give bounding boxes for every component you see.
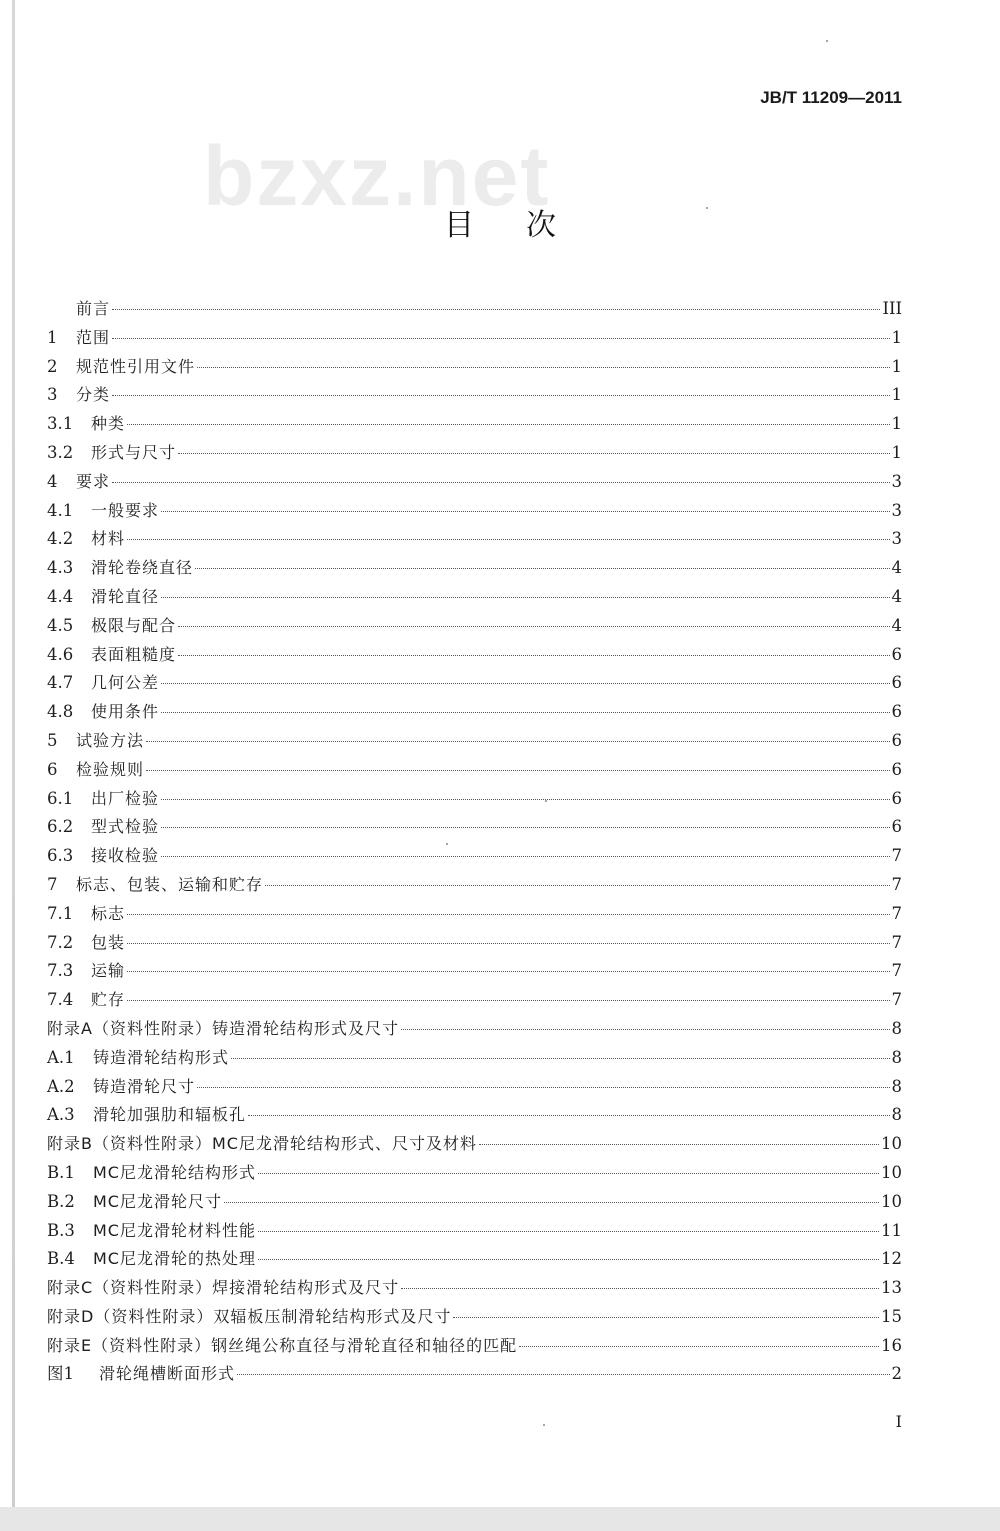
toc-entry-number: 7.2 [47, 932, 74, 952]
page-folio: I [895, 1412, 902, 1431]
toc-entry-page: 6 [891, 673, 902, 693]
toc-entry[interactable] [47, 324, 902, 353]
scan-speck [446, 843, 448, 845]
toc-entry-page: 8 [891, 1076, 902, 1096]
toc-entry-number: A.3 [47, 1105, 75, 1125]
toc-entry-page: 6 [891, 817, 902, 837]
toc-entry-title: 种类 [91, 414, 126, 434]
toc-entry-page: 7 [891, 874, 902, 894]
toc-dot-leader [146, 770, 889, 771]
toc-entry[interactable] [47, 842, 902, 871]
toc-entry-page: 6 [891, 788, 902, 808]
toc-entry[interactable] [47, 669, 902, 698]
toc-entry[interactable] [47, 957, 902, 986]
toc-entry-page: 12 [881, 1249, 902, 1269]
toc-entry-title: 附录E（资料性附录）钢丝绳公称直径与滑轮直径和轴径的匹配 [47, 1335, 518, 1355]
scan-speck [543, 1424, 545, 1426]
toc-entry[interactable] [47, 381, 902, 410]
toc-entry-number: 6.3 [47, 846, 74, 866]
toc-dot-leader [127, 1000, 889, 1001]
toc-dot-leader [127, 424, 889, 425]
toc-entry-title: MC尼龙滑轮结构形式 [93, 1162, 256, 1182]
toc-entry-number: 4.4 [47, 586, 74, 606]
toc-dot-leader [178, 453, 889, 454]
toc-entry[interactable] [47, 813, 902, 842]
toc-entry-page: 10 [881, 1162, 902, 1182]
toc-entry[interactable] [47, 929, 902, 958]
toc-dot-leader [161, 856, 889, 857]
standard-number: JB/T 11209—2011 [760, 88, 902, 107]
toc-entry-page: 11 [881, 1220, 902, 1240]
toc-entry[interactable] [47, 785, 902, 814]
toc-entry-page: 7 [891, 846, 902, 866]
toc-entry-page: 7 [891, 990, 902, 1010]
toc-entry-page: 7 [891, 903, 902, 923]
toc-dot-leader [127, 914, 889, 915]
toc-entry-title: 前言 [76, 299, 111, 318]
toc-dot-leader [258, 1259, 879, 1260]
toc-entry-title: 出厂检验 [91, 788, 160, 808]
toc-entry-title: 分类 [76, 385, 111, 405]
toc-entry-title: 极限与配合 [91, 615, 177, 635]
toc-entry-number: 6.1 [47, 788, 74, 808]
toc-dot-leader [258, 1173, 879, 1174]
toc-entry-page: 2 [891, 1364, 902, 1384]
toc-entry-title: 包装 [91, 932, 126, 952]
toc-dot-leader [161, 597, 889, 598]
toc-entry[interactable] [47, 410, 902, 439]
toc-dot-leader [112, 395, 889, 396]
toc-entry-number: 3 [47, 385, 58, 405]
toc-entry-title: 使用条件 [91, 702, 160, 722]
toc-entry-page: 1 [891, 356, 902, 376]
toc-entry-page: 8 [891, 1047, 902, 1067]
toc-entry-number: 4 [47, 471, 58, 491]
toc-dot-leader [178, 626, 889, 627]
toc-dot-leader [195, 568, 889, 569]
toc-dot-leader [258, 1231, 879, 1232]
toc-entry[interactable] [47, 727, 902, 756]
toc-entry-number: A.1 [47, 1047, 75, 1067]
toc-entry-number: 7.1 [47, 903, 74, 923]
toc-entry-number: 7 [47, 874, 58, 894]
toc-entry-number: 4.3 [47, 558, 74, 578]
toc-dot-leader [401, 1288, 879, 1289]
toc-entry[interactable] [47, 583, 902, 612]
toc-entry-title: 型式检验 [91, 817, 160, 837]
toc-entry-number: B.4 [47, 1249, 75, 1269]
toc-entry-number: 4.6 [47, 644, 74, 664]
scan-speck [826, 40, 828, 42]
toc-dot-leader [197, 1087, 889, 1088]
toc-entry[interactable] [47, 986, 902, 1015]
toc-dot-leader [401, 1029, 890, 1030]
toc-entry-title: 运输 [91, 961, 126, 981]
toc-entry-number: 2 [47, 356, 58, 376]
toc-entry-page: 1 [891, 414, 902, 434]
toc-entry-number: 1 [47, 327, 58, 347]
toc-dot-leader [161, 799, 889, 800]
toc-entry-title: 贮存 [91, 990, 126, 1010]
toc-entry-number: 4.2 [47, 529, 74, 549]
toc-dot-leader [112, 482, 889, 483]
toc-dot-leader [237, 1374, 889, 1375]
toc-entry[interactable] [47, 295, 902, 324]
toc-dot-leader [248, 1115, 889, 1116]
toc-entry-title: 要求 [76, 471, 111, 491]
toc-entry-number: 7.3 [47, 961, 74, 981]
toc-entry[interactable] [47, 525, 902, 554]
toc-entry-title: MC尼龙滑轮尺寸 [93, 1191, 222, 1211]
toc-entry-page: 6 [891, 644, 902, 664]
toc-entry-title: 滑轮绳槽断面形式 [99, 1364, 236, 1384]
toc-entry[interactable] [47, 1217, 902, 1246]
toc-dot-leader [479, 1144, 879, 1145]
toc-dot-leader [265, 885, 889, 886]
toc-entry-title: 滑轮卷绕直径 [91, 558, 194, 578]
toc-entry[interactable] [47, 1101, 902, 1130]
toc-entry-number: 4.8 [47, 702, 74, 722]
scan-speck [545, 800, 547, 802]
toc-entry[interactable] [47, 439, 902, 468]
scan-bottom-band [0, 1507, 1000, 1531]
toc-entry[interactable] [47, 1044, 902, 1073]
toc-entry-title: MC尼龙滑轮的热处理 [93, 1249, 256, 1269]
toc-entry-title: 一般要求 [91, 500, 160, 520]
toc-entry-number: 图1 [47, 1364, 74, 1384]
toc-entry-number: B.2 [47, 1191, 75, 1211]
toc-entry-title: 铸造滑轮结构形式 [93, 1047, 230, 1067]
toc-entry[interactable] [47, 497, 902, 526]
toc-entry-page: 1 [891, 442, 902, 462]
toc-entry-page: 4 [891, 586, 902, 606]
toc-entry-page: 7 [891, 932, 902, 952]
toc-entry-number: 3.2 [47, 442, 74, 462]
toc-entry[interactable] [47, 756, 902, 785]
toc-entry-page: 16 [881, 1335, 902, 1355]
toc-entry-page: 10 [881, 1134, 902, 1154]
toc-entry-page: 15 [881, 1306, 902, 1326]
toc-dot-leader [161, 511, 889, 512]
toc-dot-leader [453, 1317, 879, 1318]
toc-entry[interactable] [47, 554, 902, 583]
toc-entry[interactable] [47, 1303, 902, 1332]
toc-dot-leader [161, 712, 889, 713]
toc-entry-title: 表面粗糙度 [91, 644, 177, 664]
toc-entry-title: 标志 [91, 903, 126, 923]
toc-entry-number: 4.5 [47, 615, 74, 635]
toc-dot-leader [161, 827, 889, 828]
toc-dot-leader [178, 655, 889, 656]
toc-dot-leader [224, 1202, 879, 1203]
toc-entry-number: A.2 [47, 1076, 75, 1096]
toc-entry[interactable] [47, 1015, 902, 1044]
toc-entry-page: 8 [891, 1018, 902, 1038]
toc-entry-page: 6 [891, 759, 902, 779]
toc-entry-page: 1 [891, 327, 902, 347]
toc-entry[interactable] [47, 1360, 902, 1389]
table-of-contents [47, 295, 902, 1389]
scan-speck [706, 207, 708, 209]
toc-entry-title: 试验方法 [76, 730, 145, 750]
toc-entry-page: 6 [891, 730, 902, 750]
toc-entry[interactable] [47, 698, 902, 727]
toc-entry-title: 材料 [91, 529, 126, 549]
toc-dot-leader [197, 367, 889, 368]
toc-entry[interactable] [47, 1073, 902, 1102]
toc-entry-number: 3.1 [47, 414, 74, 434]
toc-entry-title: 范围 [76, 327, 111, 347]
toc-entry[interactable] [47, 1274, 902, 1303]
watermark-text: bzxz.net [203, 129, 551, 223]
toc-entry-title: MC尼龙滑轮材料性能 [93, 1220, 256, 1240]
toc-entry-title: 检验规则 [76, 759, 145, 779]
toc-entry-number: 5 [47, 730, 58, 750]
toc-entry-number: 7.4 [47, 990, 74, 1010]
toc-entry-page: 4 [891, 558, 902, 578]
toc-entry[interactable] [47, 468, 902, 497]
toc-entry-title: 标志、包装、运输和贮存 [76, 874, 264, 894]
toc-entry[interactable] [47, 641, 902, 670]
toc-entry[interactable] [47, 612, 902, 641]
toc-dot-leader [127, 971, 889, 972]
toc-entry-page: 7 [891, 961, 902, 981]
toc-entry-title: 规范性引用文件 [76, 356, 196, 376]
toc-entry[interactable] [47, 1188, 902, 1217]
toc-entry[interactable] [47, 900, 902, 929]
toc-entry-title: 几何公差 [91, 673, 160, 693]
toc-dot-leader [146, 741, 889, 742]
toc-entry-title: 接收检验 [91, 846, 160, 866]
toc-heading: 目次 [444, 208, 608, 243]
toc-dot-leader [112, 309, 880, 310]
toc-entry-title: 滑轮加强肋和辐板孔 [93, 1105, 247, 1125]
toc-dot-leader [112, 338, 889, 339]
toc-entry-page: 3 [891, 529, 902, 549]
toc-entry-page: 3 [891, 471, 902, 491]
toc-entry-page: 1 [891, 385, 902, 405]
toc-entry-page: 10 [881, 1191, 902, 1211]
toc-entry-number: 6 [47, 759, 58, 779]
toc-entry-title: 附录A（资料性附录）铸造滑轮结构形式及尺寸 [47, 1018, 399, 1038]
toc-entry[interactable] [47, 1130, 902, 1159]
toc-entry[interactable] [47, 1332, 902, 1361]
toc-entry[interactable] [47, 353, 902, 382]
toc-entry-number: B.1 [47, 1162, 75, 1182]
toc-entry-number: 6.2 [47, 817, 74, 837]
toc-entry-title: 附录C（资料性附录）焊接滑轮结构形式及尺寸 [47, 1278, 400, 1298]
toc-entry-title: 铸造滑轮尺寸 [93, 1076, 196, 1096]
toc-entry-page: 3 [891, 500, 902, 520]
toc-entry-title: 附录B（资料性附录）MC尼龙滑轮结构形式、尺寸及材料 [47, 1134, 477, 1154]
toc-entry-page: 6 [891, 702, 902, 722]
toc-entry[interactable] [47, 871, 902, 900]
toc-entry-number: 4.1 [47, 500, 74, 520]
toc-entry[interactable] [47, 1159, 902, 1188]
toc-dot-leader [161, 683, 889, 684]
toc-dot-leader [127, 943, 889, 944]
toc-entry-page: 4 [891, 615, 902, 635]
toc-dot-leader [127, 539, 889, 540]
toc-entry-page: 13 [881, 1278, 902, 1298]
toc-entry-title: 形式与尺寸 [91, 442, 177, 462]
toc-entry-number: B.3 [47, 1220, 75, 1240]
toc-dot-leader [231, 1058, 889, 1059]
toc-entry-title: 附录D（资料性附录）双辐板压制滑轮结构形式及尺寸 [47, 1306, 452, 1326]
toc-entry-number: 4.7 [47, 673, 74, 693]
toc-entry[interactable] [47, 1245, 902, 1274]
toc-entry-page: 8 [891, 1105, 902, 1125]
toc-entry-title: 滑轮直径 [91, 586, 160, 606]
toc-dot-leader [519, 1346, 879, 1347]
toc-entry-page: III [882, 299, 902, 318]
